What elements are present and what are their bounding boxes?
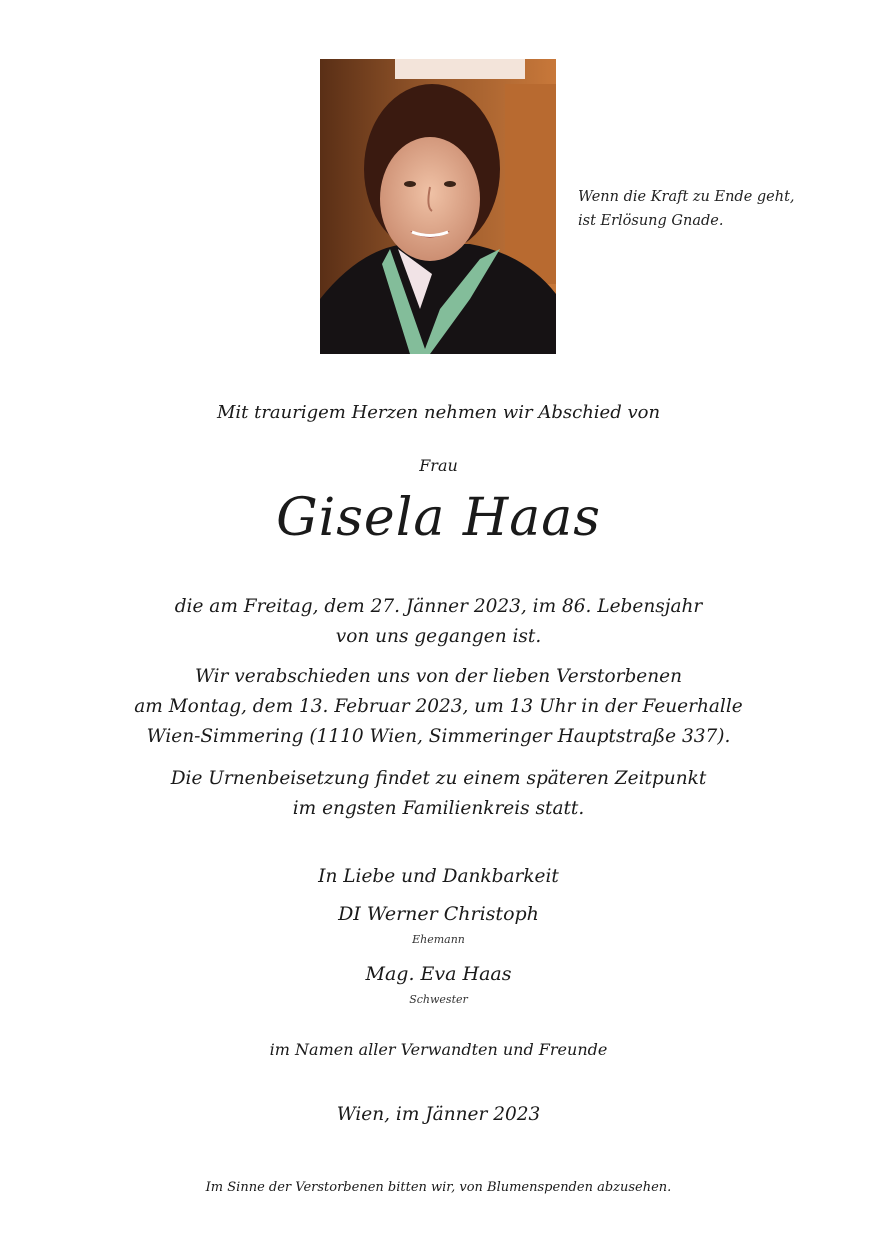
- quote-line-1: Wenn die Kraft zu Ende geht,: [578, 189, 795, 205]
- urn-line-2: im engsten Familienkreis statt.: [292, 798, 585, 819]
- intro-text: Mit traurigem Herzen nehmen wir Abschied von: [216, 402, 661, 423]
- behalf-text: im Namen aller Verwandten und Freunde: [269, 1040, 608, 1059]
- footnote: Im Sinne der Verstorbenen bitten wir, von Blumenspenden abzusehen.: [205, 1180, 672, 1195]
- portrait-photo: [320, 59, 556, 354]
- regards: In Liebe und Dankbarkeit: [318, 866, 559, 887]
- deceased-name: Gisela Haas: [276, 488, 601, 548]
- death-notice-line-2: von uns gegangen ist.: [335, 626, 542, 647]
- urn-notice: [0, 764, 877, 824]
- urn-line-1: Die Urnenbeisetzung findet zu einem späteren Zeitpunkt: [170, 768, 707, 789]
- memorial-quote: [578, 185, 848, 233]
- farewell-line-3: Wien-Simmering (1110 Wien, Simmeringer Hauptstraße 337).: [146, 726, 731, 747]
- mourner-relation: Ehemann: [412, 933, 465, 946]
- salutation: Frau: [419, 456, 458, 475]
- death-notice-line-1: die am Freitag, dem 27. Jänner 2023, im 86. Lebensjahr: [174, 596, 703, 617]
- place-date: Wien, im Jänner 2023: [336, 1104, 541, 1125]
- death-notice: [0, 592, 877, 652]
- farewell-line-2: am Montag, dem 13. Februar 2023, um 13 Uhr in der Feuerhalle: [134, 696, 743, 717]
- quote-line-2: ist Erlösung Gnade.: [578, 213, 724, 229]
- farewell-line-1: Wir verabschieden uns von der lieben Verstorbenen: [194, 666, 683, 687]
- farewell-notice: [0, 662, 877, 752]
- mourner-name: Mag. Eva Haas: [365, 963, 512, 985]
- mourner-name: DI Werner Christoph: [338, 903, 539, 925]
- mourner-relation: Schwester: [409, 993, 468, 1006]
